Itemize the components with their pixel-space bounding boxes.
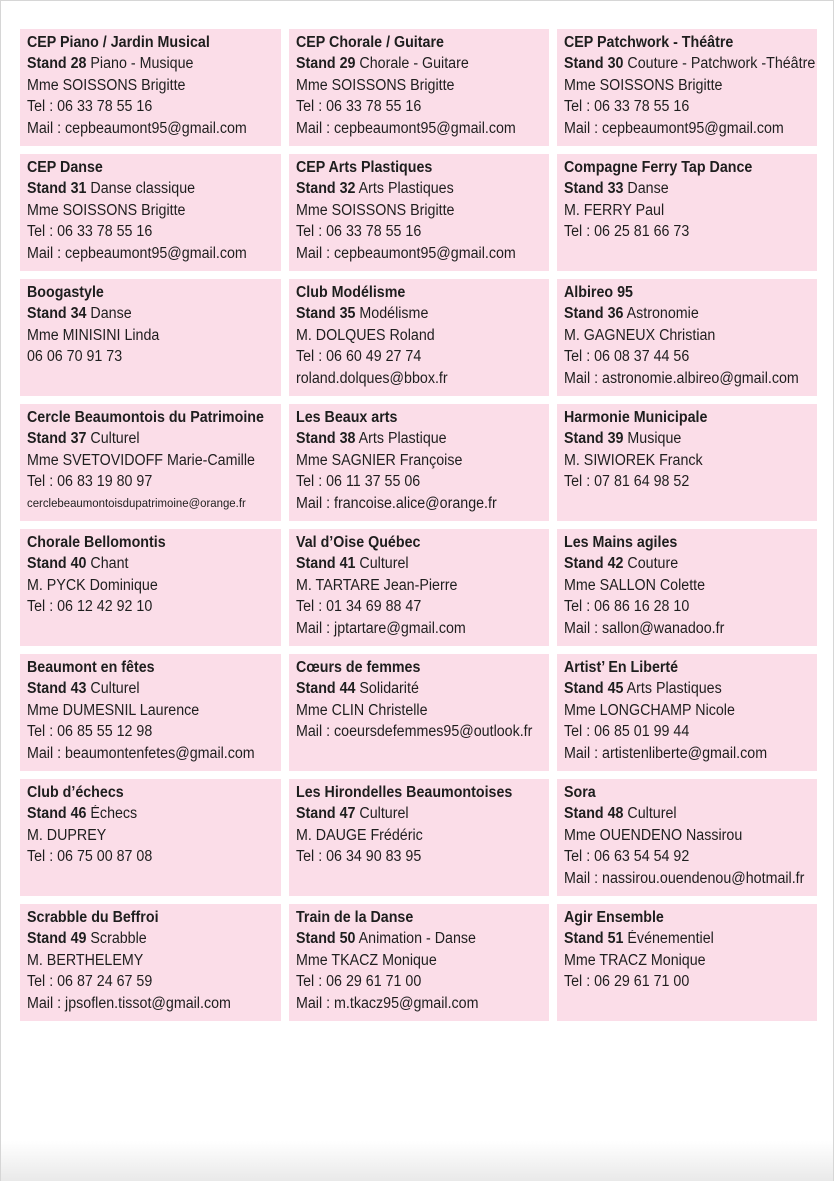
- stand-line: [564, 928, 791, 949]
- stand-card: [557, 654, 817, 771]
- email-address: Mail : sallon@wanadoo.fr: [564, 619, 725, 637]
- contact-person: Mme SVETOVIDOFF Marie-Camille: [27, 451, 255, 469]
- stand-category: Couture - Patchwork -Théâtre: [627, 55, 816, 73]
- stand-line: [296, 428, 523, 449]
- stand-number: 49: [70, 930, 87, 948]
- phone-number: Tel : 06 87 24 67 59: [27, 973, 153, 991]
- stand-line: [27, 803, 255, 824]
- email-address: Mail : cepbeaumont95@gmail.com: [27, 119, 247, 137]
- association-name: Cercle Beaumontois du Patrimoine: [27, 409, 264, 426]
- contact-person: Mme OUENDENO Nassirou: [564, 826, 743, 844]
- stand-number: 29: [339, 55, 356, 73]
- stand-number: 37: [70, 430, 87, 448]
- stand-line: [296, 553, 523, 574]
- stand-line: [296, 803, 523, 824]
- email-address: Mail : cepbeaumont95@gmail.com: [296, 119, 516, 137]
- stand-number: 50: [339, 930, 356, 948]
- stand-label: Stand: [27, 555, 67, 573]
- association-name: Train de la Danse: [296, 909, 414, 926]
- stand-line: [27, 178, 255, 199]
- contact-person: Mme DUMESNIL Laurence: [27, 701, 200, 719]
- stand-card: [20, 279, 281, 396]
- stand-number: 47: [339, 805, 356, 823]
- stand-line: [296, 928, 523, 949]
- contact-person: Mme SOISSONS Brigitte: [27, 76, 186, 94]
- stand-number: 30: [607, 55, 624, 73]
- stand-card: [557, 404, 817, 521]
- association-name: CEP Patchwork - Théâtre: [564, 34, 734, 51]
- email-address: Mail : m.tkacz95@gmail.com: [296, 994, 479, 1012]
- contact-person: M. GAGNEUX Christian: [564, 326, 716, 344]
- stand-label: Stand: [27, 930, 67, 948]
- contact-person: M. TARTARE Jean-Pierre: [296, 576, 458, 594]
- association-name: Val d’Oise Québec: [296, 534, 421, 551]
- stand-category: Animation - Danse: [358, 930, 476, 948]
- association-name: Artist’ En Liberté: [564, 659, 679, 676]
- stand-category: Astronomie: [626, 305, 699, 323]
- email-address: Mail : cepbeaumont95@gmail.com: [296, 244, 516, 262]
- stand-card: [289, 404, 549, 521]
- stand-card: [20, 904, 281, 1021]
- stand-label: Stand: [564, 305, 604, 323]
- stand-card: [20, 29, 281, 146]
- contact-person: M. PYCK Dominique: [27, 576, 158, 594]
- stand-line: [27, 303, 255, 324]
- stand-card: [20, 404, 281, 521]
- stand-line: [27, 928, 255, 949]
- contact-person: M. DAUGE Frédéric: [296, 826, 423, 844]
- stand-number: 31: [70, 180, 87, 198]
- contact-person: Mme CLIN Christelle: [296, 701, 428, 719]
- stand-card: [557, 904, 817, 1021]
- stand-label: Stand: [296, 55, 336, 73]
- phone-number: Tel : 06 33 78 55 16: [564, 98, 690, 116]
- stand-category: Culturel: [359, 555, 409, 573]
- stand-category: Arts Plastique: [358, 430, 447, 448]
- association-name: Les Beaux arts: [296, 409, 398, 426]
- stand-category: Culturel: [90, 680, 140, 698]
- stand-category: Culturel: [90, 430, 140, 448]
- stand-line: [564, 553, 791, 574]
- contact-person: M. DUPREY: [27, 826, 107, 844]
- email-address: Mail : nassirou.ouendenou@hotmail.fr: [564, 869, 805, 887]
- phone-number: Tel : 06 63 54 54 92: [564, 848, 690, 866]
- stand-number: 48: [607, 805, 624, 823]
- stand-label: Stand: [564, 180, 604, 198]
- phone-number: Tel : 06 85 55 12 98: [27, 723, 153, 741]
- stand-label: Stand: [564, 805, 604, 823]
- stand-label: Stand: [296, 180, 336, 198]
- phone-number: Tel : 06 86 16 28 10: [564, 598, 690, 616]
- stand-category: Arts Plastiques: [358, 180, 454, 198]
- phone-number: Tel : 06 12 42 92 10: [27, 598, 153, 616]
- association-name: Albireo 95: [564, 284, 633, 301]
- association-name: Club Modélisme: [296, 284, 406, 301]
- association-name: CEP Chorale / Guitare: [296, 34, 444, 51]
- page-bottom-shadow: [1, 1141, 833, 1181]
- stand-number: 44: [339, 680, 356, 698]
- stand-line: [564, 678, 791, 699]
- stand-category: Piano - Musique: [90, 55, 194, 73]
- email-address: Mail : cepbeaumont95@gmail.com: [27, 244, 247, 262]
- stand-category: Danse: [627, 180, 669, 198]
- stand-card: [289, 529, 549, 646]
- contact-person: Mme SOISSONS Brigitte: [27, 201, 186, 219]
- stand-line: [564, 178, 791, 199]
- phone-number: Tel : 06 29 61 71 00: [564, 973, 690, 991]
- stand-number: 35: [339, 305, 356, 323]
- stand-label: Stand: [296, 305, 336, 323]
- stand-label: Stand: [296, 680, 336, 698]
- stand-label: Stand: [564, 680, 604, 698]
- stand-number: 34: [70, 305, 87, 323]
- stand-card: [557, 279, 817, 396]
- phone-number: Tel : 06 83 19 80 97: [27, 473, 153, 491]
- stand-card: [557, 529, 817, 646]
- stand-label: Stand: [27, 680, 67, 698]
- stand-category: Musique: [627, 430, 682, 448]
- stand-category: Danse: [90, 305, 132, 323]
- stand-label: Stand: [564, 55, 604, 73]
- contact-person: Mme TKACZ Monique: [296, 951, 437, 969]
- stand-card: [557, 29, 817, 146]
- stand-label: Stand: [296, 555, 336, 573]
- stand-category: Scrabble: [90, 930, 147, 948]
- stand-card: [20, 779, 281, 896]
- phone-number: Tel : 06 75 00 87 08: [27, 848, 153, 866]
- stand-number: 36: [607, 305, 624, 323]
- contact-person: Mme SAGNIER Françoise: [296, 451, 463, 469]
- stand-category: Culturel: [627, 805, 677, 823]
- association-name: CEP Arts Plastiques: [296, 159, 433, 176]
- stand-label: Stand: [27, 805, 67, 823]
- email-address: Mail : jptartare@gmail.com: [296, 619, 466, 637]
- email-address: cerclebeaumontoisdupatrimoine@orange.fr: [27, 495, 246, 510]
- stand-line: [296, 53, 523, 74]
- email-address: Mail : beaumontenfetes@gmail.com: [27, 744, 255, 762]
- stand-line: [296, 178, 523, 199]
- stand-card: [289, 904, 549, 1021]
- stand-card: [20, 154, 281, 271]
- stand-card: [289, 779, 549, 896]
- phone-number: Tel : 01 34 69 88 47: [296, 598, 422, 616]
- stand-label: Stand: [296, 930, 336, 948]
- stand-line: [27, 678, 255, 699]
- stand-grid: [20, 29, 816, 1021]
- contact-person: Mme MINISINI Linda: [27, 326, 160, 344]
- phone-number: Tel : 06 33 78 55 16: [27, 98, 153, 116]
- stand-category: Échecs: [90, 805, 138, 823]
- stand-number: 39: [607, 430, 624, 448]
- stand-card: [289, 29, 549, 146]
- email-address: roland.dolques@bbox.fr: [296, 369, 448, 387]
- stand-label: Stand: [564, 930, 604, 948]
- association-name: Agir Ensemble: [564, 909, 664, 926]
- stand-category: Danse classique: [90, 180, 196, 198]
- stand-label: Stand: [564, 430, 604, 448]
- contact-person: Mme SOISSONS Brigitte: [564, 76, 723, 94]
- association-name: Club d’échecs: [27, 784, 124, 801]
- stand-category: Couture: [627, 555, 679, 573]
- stand-number: 41: [339, 555, 356, 573]
- stand-number: 28: [70, 55, 87, 73]
- phone-number: Tel : 06 33 78 55 16: [27, 223, 153, 241]
- email-address: Mail : astronomie.albireo@gmail.com: [564, 369, 799, 387]
- stand-category: Chant: [90, 555, 129, 573]
- stand-category: Arts Plastiques: [626, 680, 722, 698]
- phone-number: Tel : 06 29 61 71 00: [296, 973, 422, 991]
- stand-label: Stand: [296, 430, 336, 448]
- stand-line: [296, 678, 523, 699]
- phone-number: Tel : 06 60 49 27 74: [296, 348, 422, 366]
- contact-person: M. FERRY Paul: [564, 201, 665, 219]
- stand-number: 51: [607, 930, 624, 948]
- stand-line: [564, 53, 816, 74]
- stand-line: [27, 553, 255, 574]
- phone-number: Tel : 06 11 37 55 06: [296, 473, 421, 491]
- association-name: Chorale Bellomontis: [27, 534, 166, 551]
- association-name: CEP Danse: [27, 159, 103, 176]
- association-name: Scrabble du Beffroi: [27, 909, 159, 926]
- stand-number: 45: [607, 680, 624, 698]
- association-name: Cœurs de femmes: [296, 659, 421, 676]
- contact-person: M. DOLQUES Roland: [296, 326, 435, 344]
- phone-number: Tel : 06 33 78 55 16: [296, 98, 422, 116]
- contact-person: Mme SOISSONS Brigitte: [296, 201, 455, 219]
- stand-category: Événementiel: [627, 930, 714, 948]
- phone-number: Tel : 06 08 37 44 56: [564, 348, 690, 366]
- stand-number: 46: [70, 805, 87, 823]
- stand-category: Modélisme: [359, 305, 429, 323]
- email-address: Mail : artistenliberte@gmail.com: [564, 744, 768, 762]
- stand-label: Stand: [27, 430, 67, 448]
- stand-line: [564, 428, 791, 449]
- phone-number: Tel : 06 25 81 66 73: [564, 223, 690, 241]
- contact-person: Mme LONGCHAMP Nicole: [564, 701, 735, 719]
- stand-number: 43: [70, 680, 87, 698]
- stand-line: [564, 303, 791, 324]
- phone-number: Tel : 06 85 01 99 44: [564, 723, 690, 741]
- stand-line: [27, 53, 255, 74]
- association-name: Compagne Ferry Tap Dance: [564, 159, 753, 176]
- stand-card: [20, 529, 281, 646]
- contact-person: M. BERTHELEMY: [27, 951, 144, 969]
- contact-person: M. SIWIOREK Franck: [564, 451, 703, 469]
- stand-number: 33: [607, 180, 624, 198]
- stand-card: [289, 654, 549, 771]
- stand-number: 32: [339, 180, 356, 198]
- stand-card: [20, 654, 281, 771]
- association-name: Les Hirondelles Beaumontoises: [296, 784, 513, 801]
- association-name: CEP Piano / Jardin Musical: [27, 34, 210, 51]
- stand-category: Chorale - Guitare: [359, 55, 469, 73]
- stand-category: Culturel: [359, 805, 409, 823]
- email-address: Mail : francoise.alice@orange.fr: [296, 494, 497, 512]
- stand-label: Stand: [27, 55, 67, 73]
- contact-person: Mme SALLON Colette: [564, 576, 706, 594]
- association-name: Les Mains agiles: [564, 534, 678, 551]
- email-address: Mail : cepbeaumont95@gmail.com: [564, 119, 784, 137]
- stand-line: [564, 803, 791, 824]
- association-name: Boogastyle: [27, 284, 104, 301]
- stand-category: Solidarité: [359, 680, 419, 698]
- stand-line: [27, 428, 255, 449]
- stand-number: 38: [339, 430, 356, 448]
- stand-number: 42: [607, 555, 624, 573]
- stand-label: Stand: [27, 180, 67, 198]
- association-name: Harmonie Municipale: [564, 409, 708, 426]
- phone-number: Tel : 07 81 64 98 52: [564, 473, 690, 491]
- contact-person: Mme SOISSONS Brigitte: [296, 76, 455, 94]
- email-address: Mail : coeursdefemmes95@outlook.fr: [296, 723, 533, 741]
- stand-card: [289, 279, 549, 396]
- stand-label: Stand: [27, 305, 67, 323]
- phone-number: Tel : 06 33 78 55 16: [296, 223, 422, 241]
- stand-card: [557, 779, 817, 896]
- stand-card: [289, 154, 549, 271]
- phone-number: 06 06 70 91 73: [27, 348, 123, 366]
- association-name: Beaumont en fêtes: [27, 659, 155, 676]
- stand-line: [296, 303, 523, 324]
- stand-number: 40: [70, 555, 87, 573]
- stand-label: Stand: [564, 555, 604, 573]
- phone-number: Tel : 06 34 90 83 95: [296, 848, 422, 866]
- contact-person: Mme TRACZ Monique: [564, 951, 706, 969]
- stand-label: Stand: [296, 805, 336, 823]
- stand-card: [557, 154, 817, 271]
- email-address: Mail : jpsoflen.tissot@gmail.com: [27, 994, 231, 1012]
- association-name: Sora: [564, 784, 596, 801]
